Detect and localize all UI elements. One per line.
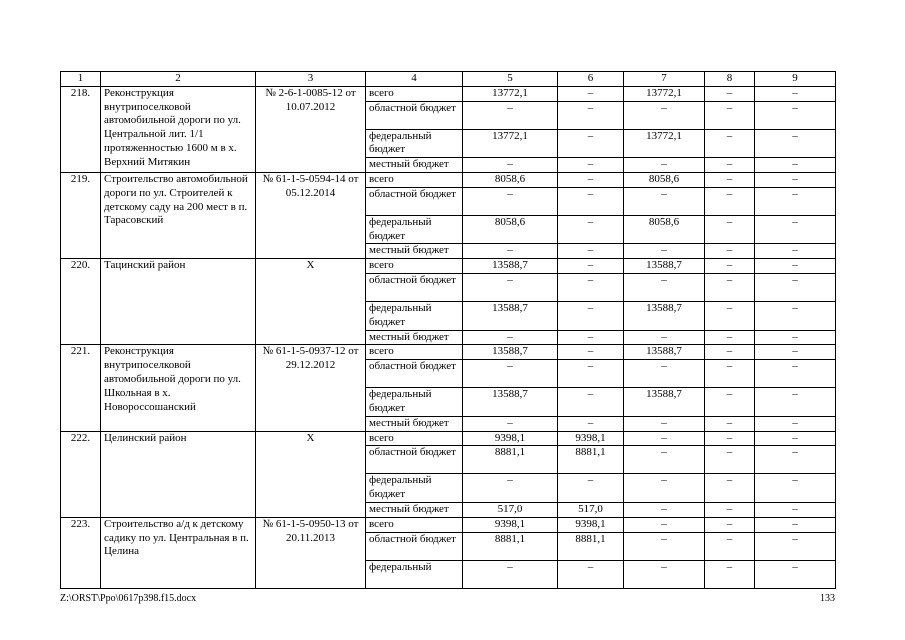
value-cell: – [463,187,558,215]
value-cell: – [705,560,755,588]
value-cell: – [558,360,624,388]
value-cell: 13588,7 [463,345,558,360]
value-cell: – [463,474,558,503]
header-cell: 4 [366,72,463,87]
row-number: 222. [61,431,101,517]
value-cell: 8881,1 [463,446,558,474]
value-cell: – [755,416,836,431]
value-cell: – [624,244,705,259]
value-cell: 13588,7 [624,388,705,417]
value-cell: – [705,215,755,244]
value-cell: 9398,1 [558,431,624,446]
footer-file-path: Z:\ORST\Ppo\0617p398.f15.docx [60,593,197,604]
value-cell: – [705,172,755,187]
funding-source: областной бюджет [366,446,463,474]
row-number: 219. [61,172,101,258]
value-cell: 13772,1 [463,86,558,101]
value-cell: – [755,158,836,173]
value-cell: – [755,330,836,345]
value-cell: – [705,517,755,532]
value-cell: – [755,301,836,330]
value-cell: – [705,431,755,446]
value-cell: – [755,345,836,360]
value-cell: – [624,532,705,560]
value-cell: – [624,446,705,474]
funding-source: федеральный бюджет [366,474,463,503]
funding-source: областной бюджет [366,273,463,301]
value-cell: 8058,6 [624,172,705,187]
value-cell: – [755,388,836,417]
value-cell: – [558,560,624,588]
value-cell: – [755,273,836,301]
value-cell: – [755,431,836,446]
value-cell: – [558,330,624,345]
value-cell: – [755,129,836,158]
funding-source: федеральный бюджет [366,129,463,158]
value-cell: 13588,7 [463,259,558,274]
value-cell: – [624,273,705,301]
value-cell: – [705,330,755,345]
value-cell: – [755,187,836,215]
funding-source: местный бюджет [366,416,463,431]
value-cell: – [755,172,836,187]
value-cell: – [558,158,624,173]
value-cell: – [624,517,705,532]
object-name: Целинский район [101,431,256,517]
value-cell: – [463,273,558,301]
value-cell: – [463,360,558,388]
value-cell: 13588,7 [624,301,705,330]
value-cell: – [705,502,755,517]
value-cell: – [705,388,755,417]
funding-source: всего [366,345,463,360]
value-cell: 8058,6 [624,215,705,244]
value-cell: – [755,446,836,474]
value-cell: – [624,158,705,173]
funding-source: местный бюджет [366,158,463,173]
header-cell: 1 [61,72,101,87]
value-cell: – [755,215,836,244]
value-cell: 8058,6 [463,215,558,244]
value-cell: – [624,474,705,503]
funding-source: местный бюджет [366,502,463,517]
table-row [61,517,836,532]
value-cell: – [624,360,705,388]
value-cell: – [755,560,836,588]
value-cell: – [558,474,624,503]
table-row [61,86,836,101]
value-cell: 9398,1 [558,517,624,532]
value-cell: – [558,244,624,259]
budget-table [60,71,836,589]
value-cell: – [463,330,558,345]
value-cell: 13588,7 [463,301,558,330]
value-cell: – [755,360,836,388]
table-header-row [61,72,836,87]
object-name: Строительство а/д к детскому садику по ул. Центральная в п. Целина [101,517,256,588]
value-cell: – [755,101,836,129]
value-cell: – [705,532,755,560]
value-cell: – [705,259,755,274]
value-cell: – [558,215,624,244]
object-name: Тацинский район [101,259,256,345]
funding-source: всего [366,86,463,101]
header-cell: 3 [256,72,366,87]
value-cell: 517,0 [558,502,624,517]
funding-source: областной бюджет [366,187,463,215]
value-cell: – [558,345,624,360]
value-cell: – [755,259,836,274]
value-cell: – [624,416,705,431]
header-cell: 5 [463,72,558,87]
value-cell: 13588,7 [463,388,558,417]
page-number: 133 [820,593,835,604]
value-cell: – [705,129,755,158]
document-reference: № 61-1-5-0950-13 от 20.11.2013 [256,517,366,588]
value-cell: – [463,244,558,259]
funding-source: всего [366,259,463,274]
value-cell: 8881,1 [558,532,624,560]
value-cell: 8881,1 [558,446,624,474]
value-cell: 13772,1 [624,86,705,101]
header-cell: 2 [101,72,256,87]
value-cell: – [624,502,705,517]
value-cell: – [624,560,705,588]
value-cell: – [624,101,705,129]
value-cell: – [558,172,624,187]
funding-source: федеральный бюджет [366,388,463,417]
value-cell: – [705,101,755,129]
document-reference: № 61-1-5-0594-14 от 05.12.2014 [256,172,366,258]
value-cell: 13772,1 [624,129,705,158]
funding-source: областной бюджет [366,532,463,560]
value-cell: 517,0 [463,502,558,517]
funding-source: областной бюджет [366,101,463,129]
table-row [61,172,836,187]
row-number: 221. [61,345,101,431]
value-cell: – [463,416,558,431]
funding-source: местный бюджет [366,244,463,259]
value-cell: – [705,244,755,259]
row-number: 223. [61,517,101,588]
value-cell: – [624,431,705,446]
funding-source: всего [366,431,463,446]
value-cell: 13772,1 [463,129,558,158]
value-cell: – [705,474,755,503]
value-cell: – [558,187,624,215]
table-row [61,431,836,446]
value-cell: – [624,187,705,215]
table-row [61,259,836,274]
value-cell: – [705,187,755,215]
table-row [61,345,836,360]
funding-source: федеральный бюджет [366,301,463,330]
funding-source: федеральный [366,560,463,588]
header-cell: 8 [705,72,755,87]
funding-source: областной бюджет [366,360,463,388]
object-name: Строительство автомобильной дороги по ул. Строителей к детскому саду на 200 мест в п. Тарасовский [101,172,256,258]
value-cell: – [705,86,755,101]
funding-source: федеральный бюджет [366,215,463,244]
value-cell: – [705,301,755,330]
value-cell: – [558,101,624,129]
value-cell: – [755,532,836,560]
header-cell: 7 [624,72,705,87]
value-cell: – [755,502,836,517]
value-cell: – [463,101,558,129]
value-cell: 9398,1 [463,517,558,532]
value-cell: – [755,517,836,532]
value-cell: – [705,416,755,431]
value-cell: – [463,158,558,173]
value-cell: 13588,7 [624,259,705,274]
document-reference: Х [256,431,366,517]
value-cell: – [558,273,624,301]
funding-source: местный бюджет [366,330,463,345]
value-cell: – [705,345,755,360]
row-number: 220. [61,259,101,345]
value-cell: – [558,259,624,274]
value-cell: – [705,273,755,301]
value-cell: 8881,1 [463,532,558,560]
value-cell: – [463,560,558,588]
value-cell: – [705,446,755,474]
value-cell: – [624,330,705,345]
value-cell: – [558,301,624,330]
value-cell: – [705,158,755,173]
document-reference: № 61-1-5-0937-12 от 29.12.2012 [256,345,366,431]
value-cell: – [755,244,836,259]
value-cell: 9398,1 [463,431,558,446]
funding-source: всего [366,172,463,187]
header-cell: 6 [558,72,624,87]
object-name: Реконструкция внутрипоселковой автомобильной дороги по ул. Школьная в х. Новороссошанский [101,345,256,431]
value-cell: 8058,6 [463,172,558,187]
value-cell: 13588,7 [624,345,705,360]
value-cell: – [755,86,836,101]
value-cell: – [755,474,836,503]
value-cell: – [558,129,624,158]
header-cell: 9 [755,72,836,87]
document-reference: № 2-6-1-0085-12 от 10.07.2012 [256,86,366,172]
value-cell: – [558,388,624,417]
value-cell: – [558,86,624,101]
value-cell: – [558,416,624,431]
row-number: 218. [61,86,101,172]
funding-source: всего [366,517,463,532]
value-cell: – [705,360,755,388]
document-reference: Х [256,259,366,345]
object-name: Реконструкция внутрипоселковой автомобильной дороги по ул. Центральной лит. 1/1 протяженностью 1600 м в х. Верхний Митякин [101,86,256,172]
